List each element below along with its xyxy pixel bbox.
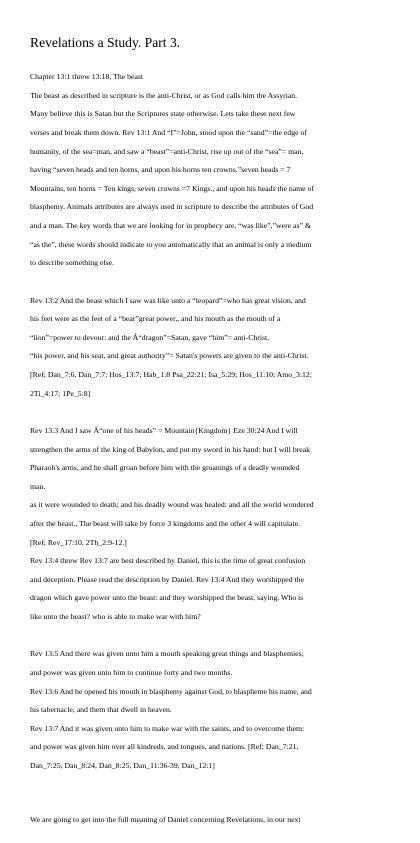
text-line: and deception. Please read the description by Daniel. Rev 13:4 And they worshipped the — [30, 574, 304, 584]
text-line: Rev 13:2 And the beast which I saw was like unto a “leopard”=who has great vision, and — [30, 295, 306, 305]
text-line: 2Ti_4:17; 1Pe_5:8] — [30, 388, 91, 398]
text-line: verses and break them down. Rev 13:1 And “I”=John, stood upon the “sand”=the edge of — [30, 128, 307, 138]
text-line: blasphemy. Animals attributes are always used in scripture to describe the attributes of God — [30, 202, 314, 212]
text-line: like unto the beast? who is able to make war with him? — [30, 611, 201, 621]
text-line: dragon which gave power unto the beast: and they worshipped the beast, saying, Who is — [30, 593, 304, 603]
text-line: Rev 13:5 And there was given unto him a mouth speaking great things and blasphemies; — [30, 649, 304, 659]
text-line: [Ref; Rev_17:10, 2Th_2:9-12.] — [30, 537, 127, 547]
text-line: The beast as described in scripture is the anti-Christ, or as God calls him the Assyrian. — [30, 90, 298, 100]
text-line: [Ref; Dan_7:6, Dan_7:7; Hos_13:7; Hab_1:8 Psa_22:21; Isa_5:29; Hos_11:10; Amo_3:12; — [30, 370, 312, 379]
paragraph-rev-13-5 — [30, 640, 400, 779]
text-line: his tabernacle, and them that dwell in heaven. — [30, 705, 172, 715]
text-line: humanity, of the sea=man, and saw a “beast”=anti-Christ, rise up out of the “sea”= man, — [30, 146, 304, 156]
text-line: and power was given unto him to continue forty and two months. — [30, 667, 233, 677]
text-line: having “seven heads and ten horns, and upon his horns ten crowns.”seven heads = 7 — [30, 165, 291, 175]
text-line: Many believe this is Satan but the Scriptures state otherwise. Lets take these next few — [30, 109, 296, 119]
text-line: Rev 13:7 And it was given unto him to make war with the saints, and to overcome them: — [30, 723, 305, 733]
paragraph-rev-13-2 — [30, 286, 400, 407]
text-line: man. — [30, 481, 46, 491]
text-line: and power was given him over all kindreds, and tongues, and nations. [Ref; Dan_7:21, — [30, 742, 299, 752]
text-line: Dan_7:25, Dan_8:24, Dan_8:25, Dan_11:36-39, Dan_12:1] — [30, 760, 215, 770]
text-line: Rev 13:4 threw Rev 13:7 are best described by Daniel, this is the time of great confusion — [30, 556, 306, 566]
text-line: Mountains, ten horns = Ten kings, seven crowns =7 Kings., and upon his heads the name of — [30, 183, 315, 193]
text-line: as it were wounded to death; and his deadly wound was healed: and all the world wondered — [30, 500, 314, 510]
paragraph-beast-intro — [30, 63, 400, 277]
text-line: Rev 13:6 And he opened his mouth in blasphemy against God, to blaspheme his name, and — [30, 686, 312, 696]
text-line: Rev 13:3 And I saw Â“one of his heads” = Mountain{Kingdom} Eze 30:24 And I will — [30, 425, 298, 435]
text-line: Pharaoh's arms, and he shall groan before him with the groanings of a deadly wounded — [30, 463, 300, 473]
text-line: Chapter 13:1 threw 13:18, The beast — [30, 72, 144, 82]
text-line: strengthen the arms of the king of Babylon, and put my sword in his hand: but I will break — [30, 444, 311, 454]
paragraph-spacer — [30, 789, 400, 806]
text-line: “his power, and his seat, and great authority”= Satan's powers are given to the anti-Christ. — [30, 351, 309, 361]
text-line: to describe something else. — [30, 258, 114, 268]
text-line: “lion”=power to devour: and the Â“dragon”=Satan, gave “him”= anti-Christ, — [30, 332, 270, 342]
paragraph-closing — [30, 806, 400, 834]
text-line: after the beast., The beast will take by force 3 kingdoms and the other 4 will capitulate. — [30, 518, 300, 528]
text-line: We are going to get into the full meaning of Daniel concerning Revelations, in our next — [30, 815, 301, 825]
text-line: “as the”, these words should indicate to you automatically that an animal is only a medium — [30, 239, 312, 249]
paragraph-rev-13-3 — [30, 417, 400, 631]
document-page — [30, 34, 400, 843]
document-title: Revelations a Study. Part 3. — [30, 35, 181, 50]
text-line: his feet were as the feet of a “bear”great power,, and his mouth as the mouth of a — [30, 314, 281, 324]
text-line: and a man. The key words that we are looking for in prophecy are, “was like”,”were as” & — [30, 221, 311, 231]
